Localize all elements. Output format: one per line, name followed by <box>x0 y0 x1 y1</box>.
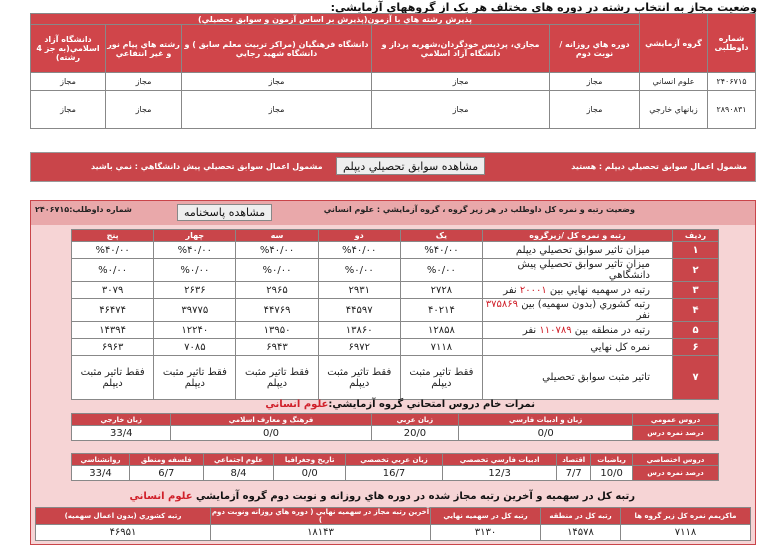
rank-value: فقط تاثير مثبت ديپلم <box>72 356 154 400</box>
course-score: 20/0 <box>371 426 459 441</box>
course-score: 8/4 <box>203 466 274 481</box>
score-percent-label: درصد نمره درس <box>633 466 719 481</box>
rank-row <box>72 356 719 400</box>
status-cell: مجاز <box>106 91 182 129</box>
course-score: 16/7 <box>345 466 442 481</box>
rank-value: فقط تاثير مثبت ديپلم <box>318 356 400 400</box>
score-percent-label: درصد نمره درس <box>633 426 719 441</box>
course-header: تاريخ وجغرافيا <box>274 454 346 466</box>
col-subgroup-2: دو <box>318 230 400 242</box>
col-subgroup-1: يک <box>400 230 482 242</box>
course-header: اقتصاد <box>557 454 591 466</box>
final-ranks-table <box>35 507 751 541</box>
row-number: ۲ <box>673 259 719 282</box>
final-rank-value: ۴۶۹۵۱ <box>36 525 211 541</box>
rank-value: %۰/۰۰ <box>72 259 154 282</box>
rank-value: %۴۰/۰۰ <box>318 242 400 259</box>
rank-value: ۴۴۵۹۷ <box>318 299 400 322</box>
exam-group-cell: زبانهاي خارجي <box>640 91 708 129</box>
eligibility-row <box>31 91 756 129</box>
final-col-header: ماکزيمم نمره کل زير گروه ها <box>621 508 751 525</box>
course-header: زبان خارجي <box>72 414 171 426</box>
rank-value: %۴۰/۰۰ <box>154 242 236 259</box>
rank-value: ۱۴۳۹۴ <box>72 322 154 339</box>
status-cell: مجاز <box>550 73 640 91</box>
course-header: رياضيات <box>591 454 633 466</box>
rank-row <box>72 322 719 339</box>
col-exam-group: گروه آزمايشي <box>640 14 708 73</box>
rank-value: ۲۶۳۶ <box>154 282 236 299</box>
course-header: زبان عربي <box>371 414 459 426</box>
rank-value: %۴۰/۰۰ <box>236 242 318 259</box>
preuniversity-status-text: مشمول اعمال سوابق تحصيلي پيش دانشگاهي : نمي باشيد <box>91 162 323 171</box>
candidate-number-label: شماره داوطلب:۲۴۰۶۷۱۵ <box>35 205 132 214</box>
rank-row <box>72 259 719 282</box>
rank-panel-header-text: وضعيت رتبه و نمره کل داوطلب در هر زير گروه ، گروه آزمايشي : علوم انساني <box>323 205 635 214</box>
rank-value: ۱۲۸۵۸ <box>400 322 482 339</box>
status-cell: مجاز <box>31 73 106 91</box>
rank-value: ۷۰۸۵ <box>154 339 236 356</box>
rank-value: ۲۷۲۸ <box>400 282 482 299</box>
rank-panel-header <box>31 201 755 225</box>
final-rank-value: ۷۱۱۸ <box>621 525 751 541</box>
general-courses-label: دروس عمومي <box>633 414 719 426</box>
course-score: 0/0 <box>171 426 371 441</box>
col-daily-evening: دوره هاي روزانه / نوبت دوم <box>550 25 640 73</box>
rank-table <box>71 229 719 400</box>
rank-value: ۴۰۲۱۴ <box>400 299 482 322</box>
rank-value: %۰/۰۰ <box>318 259 400 282</box>
course-header: علوم اجتماعي <box>203 454 274 466</box>
course-header: زبان عربي تخصصي <box>345 454 442 466</box>
diploma-status-bar <box>30 152 756 182</box>
col-subgroup-5: پنج <box>72 230 154 242</box>
rank-value: ۱۳۹۵۰ <box>236 322 318 339</box>
status-cell: مجاز <box>372 91 550 129</box>
diploma-status-text: مشمول اعمال سوابق تحصيلي ديپلم : هستيد <box>571 162 747 171</box>
col-subgroup-4: چهار <box>154 230 236 242</box>
row-description: ميزان تاثير سوابق تحصيلي پيش دانشگاهي <box>483 259 673 282</box>
rank-value: فقط تاثير مثبت ديپلم <box>236 356 318 400</box>
exam-group-cell: علوم انساني <box>640 73 708 91</box>
rank-value: %۰/۰۰ <box>236 259 318 282</box>
rank-value: فقط تاثير مثبت ديپلم <box>400 356 482 400</box>
course-score: 0/0 <box>459 426 633 441</box>
row-description: تاثير مثبت سوابق تحصيلي <box>483 356 673 400</box>
course-score: 33/4 <box>72 426 171 441</box>
course-score: 10/0 <box>591 466 633 481</box>
row-description: نمره کل نهايي <box>483 339 673 356</box>
rank-value: ۶۹۶۳ <box>72 339 154 356</box>
course-score: 33/4 <box>72 466 130 481</box>
status-cell: مجاز <box>372 73 550 91</box>
final-col-header: آخرين رتبه مجاز در سهميه نهايي ( دوره هاي روزانه ونوبت دوم ) <box>211 508 430 524</box>
specialized-courses-table <box>71 453 719 481</box>
rank-value: %۴۰/۰۰ <box>400 242 482 259</box>
col-candidate-number: شماره داوطلبی <box>708 14 756 73</box>
row-description: ميزان تاثير سوابق تحصيلي ديپلم <box>483 242 673 259</box>
row-number: ۷ <box>673 356 719 400</box>
rank-value: ۲۹۳۱ <box>318 282 400 299</box>
rank-value: %۴۰/۰۰ <box>72 242 154 259</box>
final-ranks-title: رتبه کل در سهميه و آخرين رتبه مجاز شده در دوره هاي روزانه و نوبت دوم گروه آزمايشي علوم انساني <box>129 491 635 502</box>
status-cell: مجاز <box>106 73 182 91</box>
col-farhangian: دانشگاه فرهنگيان (مراکز تربيت معلم سابق ) و دانشگاه شهيد رجايي <box>182 25 372 73</box>
rank-value: ۶۹۴۳ <box>236 339 318 356</box>
rank-value: %۰/۰۰ <box>154 259 236 282</box>
rank-value: ۳۰۷۹ <box>72 282 154 299</box>
status-cell: مجاز <box>550 91 640 129</box>
course-score: 12/3 <box>442 466 556 481</box>
final-rank-value: ۳۱۳۰ <box>431 525 541 541</box>
course-score: 7/7 <box>557 466 591 481</box>
status-cell: مجاز <box>31 91 106 129</box>
rank-panel <box>30 200 756 545</box>
row-description: رتبه کشوري (بدون سهميه) بين ۳۷۵۸۶۹ نفر <box>483 299 673 322</box>
final-col-header: رتبه کل در سهميه نهايي <box>431 508 541 525</box>
course-header: فرهنگ و معارف اسلامي <box>171 414 371 426</box>
col-description: رتبه و نمره کل /زيرگروه <box>483 230 673 242</box>
course-header: زبان و ادبيات فارسي <box>459 414 633 426</box>
rank-value: %۰/۰۰ <box>400 259 482 282</box>
rank-value: ۶۹۷۲ <box>318 339 400 356</box>
view-diploma-records-button[interactable]: مشاهده سوابق تحصيلي ديپلم <box>336 157 485 175</box>
eligibility-table <box>30 13 756 129</box>
status-cell: مجاز <box>182 91 372 129</box>
col-virtual-azad: مجازي، پرديس خودگردان،شهريه پرداز و دانشگاه آزاد اسلامي <box>372 25 550 73</box>
rank-row <box>72 339 719 356</box>
rank-value: ۱۲۲۴۰ <box>154 322 236 339</box>
candidate-number-cell: ۲۴۰۶۷۱۵ <box>708 73 756 91</box>
row-number: ۵ <box>673 322 719 339</box>
final-col-header: رتبه کل در منطقه <box>541 508 621 525</box>
col-payamnoor: رشته هاي پيام نور و غير انتفاعي <box>106 25 182 73</box>
rank-value: ۴۶۴۷۴ <box>72 299 154 322</box>
rank-row <box>72 299 719 322</box>
rank-table-header <box>72 230 719 242</box>
row-number: ۳ <box>673 282 719 299</box>
rank-row <box>72 282 719 299</box>
rank-row <box>72 242 719 259</box>
status-cell: مجاز <box>182 73 372 91</box>
eligibility-row <box>31 73 756 91</box>
specialized-courses-label: دروس اختصاصي <box>633 454 719 466</box>
final-rank-value: ۱۸۱۴۳ <box>211 525 431 541</box>
raw-scores-title: نمرات خام دروس امتحاني گروه آزمايشي:علوم انساني <box>265 399 535 410</box>
row-description: رتبه در سهميه نهايي بين ۲۰۰۰۱ نفر <box>483 282 673 299</box>
view-answer-sheet-button[interactable]: مشاهده پاسخنامه <box>177 204 272 221</box>
row-number: ۱ <box>673 242 719 259</box>
col-azad-exc: دانشگاه آزاد اسلامي(به جز 4 رشته) <box>31 25 106 73</box>
page-title: وضعیت مجاز به انتخاب رشته در دوره هاي مختلف هر يک از گروههاي آزمايشي: <box>330 1 757 14</box>
course-score: 0/0 <box>274 466 346 481</box>
row-number: ۴ <box>673 299 719 322</box>
rank-value: فقط تاثير مثبت ديپلم <box>154 356 236 400</box>
col-subgroup-3: سه <box>236 230 318 242</box>
rank-value: ۱۳۸۶۰ <box>318 322 400 339</box>
course-header: روانشناسي <box>72 454 130 466</box>
final-rank-value: ۱۴۵۷۸ <box>541 525 621 541</box>
rank-value: ۴۴۷۶۹ <box>236 299 318 322</box>
course-header: فلسفه ومنطق <box>130 454 204 466</box>
rank-value: ۳۹۷۷۵ <box>154 299 236 322</box>
eligibility-group-header: پذيرش رشته هاي با آزمون(پذيرش بر اساس آزمون و سوابق تحصيلي) <box>31 14 640 25</box>
row-description: رتبه در منطقه بين ۱۱۰۷۸۹ نفر <box>483 322 673 339</box>
col-row-number: رديف <box>673 230 719 242</box>
course-header: ادبيات فارسي تخصصي <box>442 454 556 466</box>
final-col-header: رتبه کشوري (بدون اعمال سهميه) <box>36 508 211 525</box>
general-courses-table <box>71 413 719 441</box>
row-number: ۶ <box>673 339 719 356</box>
course-score: 6/7 <box>130 466 204 481</box>
rank-value: ۷۱۱۸ <box>400 339 482 356</box>
rank-value: ۲۹۶۵ <box>236 282 318 299</box>
candidate-number-cell: ۲۸۹۰۸۳۱ <box>708 91 756 129</box>
